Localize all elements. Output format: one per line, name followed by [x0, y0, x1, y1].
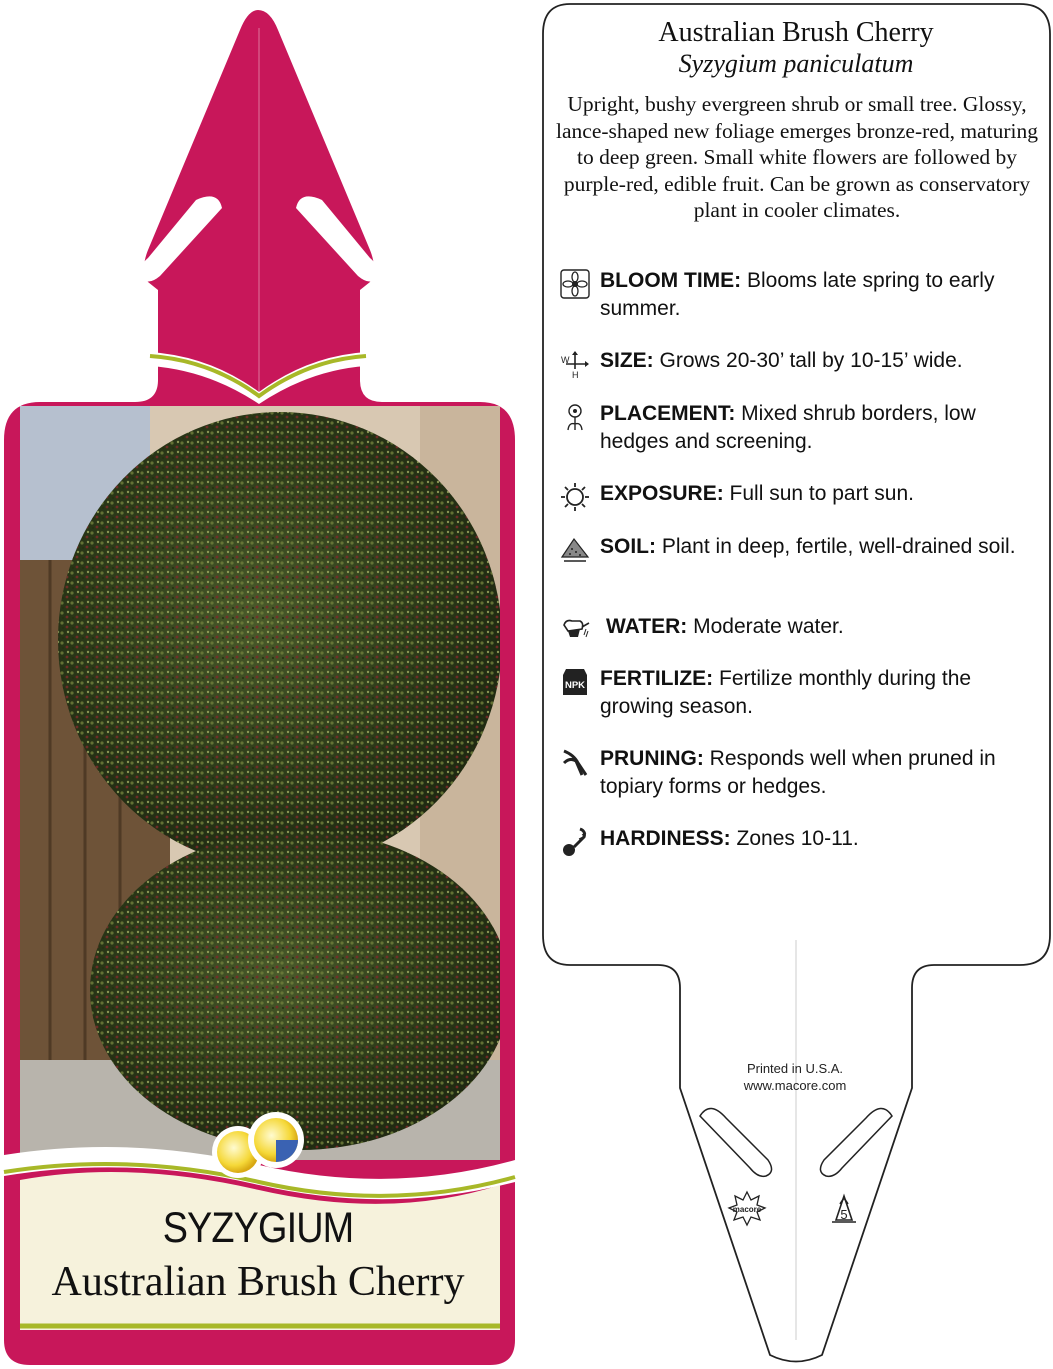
- attr-hardiness: HARDINESS: Zones 10-11.: [560, 825, 1040, 853]
- size-icon: [560, 349, 590, 379]
- attr-placement: PLACEMENT: Mixed shrub borders, low hedges and screening.: [560, 400, 1040, 456]
- watering-can-icon: [560, 615, 590, 645]
- svg-text:NPK: NPK: [564, 680, 586, 691]
- attr-bloom-time: BLOOM TIME: Blooms late spring to early summer.: [560, 267, 1040, 323]
- svg-text:W: W: [561, 355, 570, 365]
- printed-in-text: Printed in U.S.A.: [746, 1061, 844, 1076]
- npk-icon: [560, 667, 590, 697]
- plant-description: Upright, bushy evergreen shrub or small tree. Glossy, lance-shaped new foliage emerges bronze-red, maturing to deep green. Small white flowers are followed by purple-red, edible fruit. Can be grown as conservatory plant in cooler climates.: [556, 92, 1038, 222]
- botanical-name: Syzygium paniculatum: [678, 49, 914, 78]
- front-tag-artwork: [0, 0, 520, 1369]
- plant-photo: [20, 406, 510, 1170]
- attr-size: W H SIZE: Grows 20-30’ tall by 10-15’ wide.: [561, 349, 963, 379]
- website-text: www.macore.com: [743, 1078, 847, 1093]
- back-tag: [540, 0, 1053, 1369]
- attr-exposure: EXPOSURE: Full sun to part sun.: [560, 480, 1040, 508]
- back-header: [550, 17, 1042, 79]
- svg-text:H: H: [572, 370, 579, 379]
- svg-text:5: 5: [840, 1207, 848, 1222]
- flower-icon: [560, 269, 590, 299]
- sun-icon: [560, 482, 590, 512]
- attr-soil: SOIL: Plant in deep, fertile, well-drained soil.: [560, 533, 1040, 561]
- front-tag: [0, 0, 520, 1369]
- attr-pruning: PRUNING: Responds well when pruned in topiary forms or hedges.: [560, 745, 1040, 801]
- attr-fertilize: NPK FERTILIZE: Fertilize monthly during the growing season.: [560, 665, 1040, 721]
- attr-water: WATER: Moderate water.: [560, 613, 1040, 641]
- thermometer-icon: [560, 827, 590, 857]
- front-common-name: Australian Brush Cherry: [51, 1259, 465, 1305]
- genus-name: SYZYGIUM: [162, 1204, 354, 1252]
- back-common-name: Australian Brush Cherry: [658, 17, 934, 48]
- svg-text:macore: macore: [732, 1205, 762, 1214]
- printer-credit: [720, 1060, 870, 1094]
- soil-icon: [560, 535, 590, 565]
- pruners-icon: [560, 747, 590, 777]
- placement-icon: [560, 402, 590, 432]
